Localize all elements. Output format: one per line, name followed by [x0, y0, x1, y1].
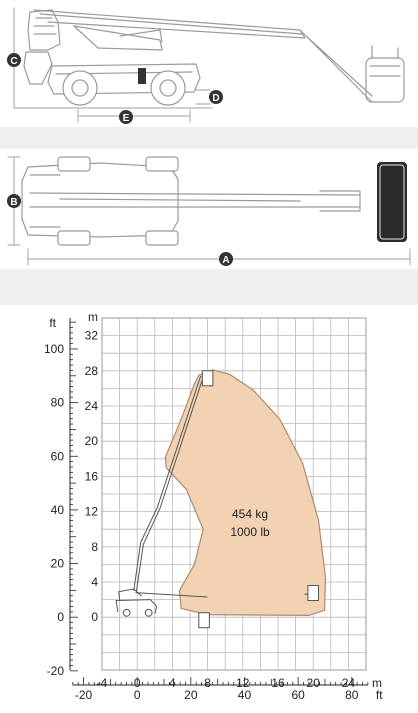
- ft-tick-label: 60: [291, 688, 305, 702]
- jib: [300, 30, 372, 102]
- m-tick-label-y: 8: [91, 539, 98, 554]
- ft-tick-label: 80: [345, 688, 359, 702]
- top-chassis-detail: [30, 175, 60, 227]
- m-tick-label-y: 28: [84, 363, 98, 378]
- m-tick-label-x: -4: [96, 676, 108, 690]
- marker-b-label: B: [10, 197, 18, 208]
- platform-low: [199, 613, 210, 628]
- top-wheel-rl: [58, 231, 90, 245]
- dimension-a-line: [28, 249, 410, 265]
- load-capacity-kg: 454 kg: [231, 507, 269, 521]
- top-wheel-fr: [146, 157, 178, 171]
- dimension-e-line: [78, 110, 190, 122]
- ft-unit-label-bottom: ft: [375, 688, 383, 702]
- top-view-drawing: [0, 149, 418, 269]
- marker-a-label: A: [222, 255, 230, 266]
- rear-wheel-hub: [160, 80, 176, 96]
- top-jib: [320, 191, 360, 211]
- platform-rails: [370, 46, 400, 76]
- ft-tick-label: 40: [50, 502, 64, 517]
- ft-tick-label: 20: [50, 556, 64, 571]
- top-boom-center: [60, 199, 300, 201]
- ft-tick-label: -20: [46, 663, 64, 678]
- m-tick-label-x: 24: [341, 676, 356, 690]
- ft-tick-label: 20: [184, 688, 198, 702]
- machine-turret: [119, 589, 142, 600]
- top-wheel-fl: [58, 157, 90, 171]
- m-tick-label-y: 12: [84, 504, 98, 519]
- ft-tick-label: 100: [43, 341, 64, 356]
- marker-a: [219, 252, 233, 266]
- m-tick-label-x: 16: [271, 676, 285, 690]
- dimension-d-line: [196, 90, 210, 104]
- m-tick-label-x: 4: [169, 676, 176, 690]
- m-tick-label-x: 0: [133, 676, 141, 690]
- m-tick-label-y: 20: [84, 434, 98, 449]
- m-unit-label-x: m: [372, 676, 382, 690]
- m-tick-label-y: 24: [84, 399, 98, 413]
- working-envelope-panel: [0, 305, 418, 708]
- top-platform: [376, 161, 408, 243]
- m-tick-label-y: 4: [91, 575, 98, 589]
- lift-cylinder: [74, 26, 162, 50]
- m-tick-label-y: 0: [91, 610, 98, 625]
- machine-wheel: [145, 609, 152, 616]
- boom-link: [120, 30, 162, 42]
- top-view-panel: [0, 149, 418, 269]
- m-tick-label-x: 8: [204, 676, 211, 690]
- load-capacity-lb: 1000 lb: [230, 525, 270, 539]
- front-wheel-hub: [72, 80, 88, 96]
- separator-band: [0, 269, 418, 305]
- separator-band: [0, 127, 418, 149]
- marker-e-label: E: [122, 113, 130, 124]
- ft-unit-label-left: ft: [49, 316, 56, 330]
- ft-tick-label: 80: [50, 395, 64, 410]
- m-tick-label-x: 12: [236, 676, 250, 690]
- m-tick-label-y: 32: [84, 328, 98, 343]
- marker-e: [119, 110, 133, 124]
- ft-tick-label: 0: [133, 688, 141, 702]
- turret-detail: [34, 18, 56, 34]
- top-wheel-rr: [146, 231, 178, 245]
- working-envelope-chart: [0, 305, 418, 708]
- marker-c-label: C: [10, 56, 18, 67]
- working-envelope-area: [165, 370, 325, 616]
- side-view-drawing: [0, 0, 418, 127]
- engine-mark: [138, 68, 146, 84]
- ft-tick-label: 0: [57, 610, 64, 625]
- ft-tick-label: 60: [50, 449, 64, 464]
- ft-tick-label: -20: [74, 688, 93, 702]
- m-tick-label-y: 16: [84, 469, 98, 484]
- ft-tick-label: 40: [237, 688, 252, 702]
- m-unit-label-y: m: [88, 310, 98, 324]
- side-view-panel: [0, 0, 418, 127]
- marker-b: [7, 194, 21, 208]
- counterweight: [24, 52, 52, 84]
- marker-d: [209, 90, 223, 104]
- marker-d-label: D: [212, 93, 220, 104]
- m-tick-label-x: 20: [306, 676, 320, 690]
- marker-c: [7, 53, 21, 67]
- turret-body: [28, 10, 60, 50]
- platform-top: [202, 371, 213, 386]
- machine-wheel: [123, 609, 130, 616]
- platform-right: [308, 586, 319, 601]
